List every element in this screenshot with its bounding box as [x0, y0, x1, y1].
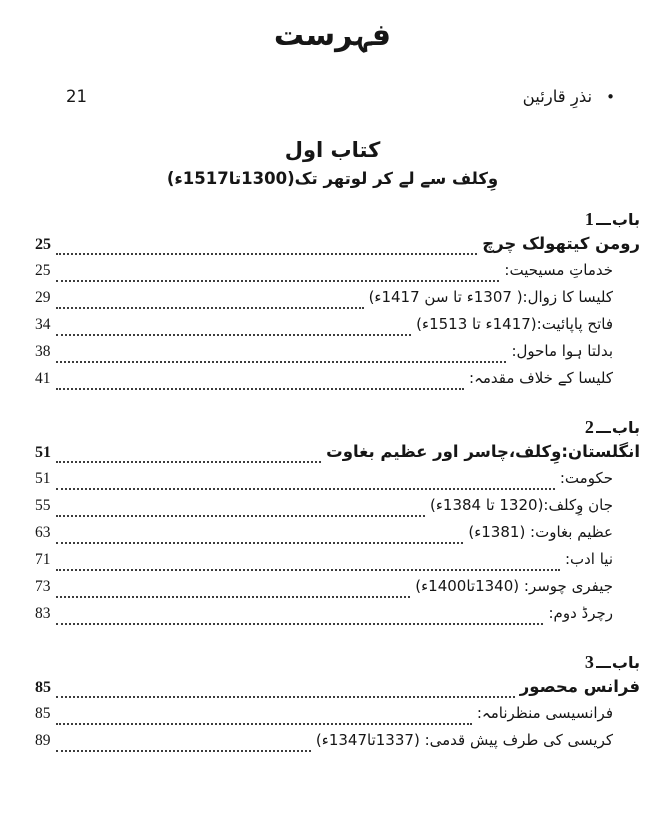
bab-number: 1	[584, 208, 594, 229]
toc-entry-row	[35, 604, 640, 631]
toc-entry-row	[35, 704, 640, 731]
toc-page-number: 25	[35, 261, 51, 279]
toc-chapter-row	[35, 677, 640, 704]
chapter-3-heading	[35, 652, 640, 677]
bab-dash	[596, 666, 611, 668]
toc-entry-title: جان وِکلف:(1320 تا 1384ء)	[430, 495, 613, 514]
toc-page-number: 51	[35, 469, 51, 487]
toc-entry-title: بدلتا ہوا ماحول:	[511, 341, 613, 360]
dot-leader	[56, 623, 544, 625]
toc-chapter-title: رومن کیتھولک چرچ	[482, 233, 640, 253]
dot-leader	[56, 596, 411, 598]
bab-dash	[596, 431, 611, 433]
chapter-section-2	[35, 417, 640, 631]
dot-leader	[56, 307, 364, 309]
dot-leader	[56, 461, 321, 463]
toc-entry-row	[35, 577, 640, 604]
toc-page-number: 55	[35, 496, 51, 514]
book-title: کتاب اول	[284, 137, 381, 162]
toc-entry-title: کلیسا کے خلاف مقدمہ:	[469, 368, 613, 387]
toc-entry-row	[35, 469, 640, 496]
bab-label: باب	[611, 417, 640, 437]
bullet-icon: •	[606, 87, 615, 106]
dot-leader	[56, 750, 311, 752]
toc-entry-row	[35, 261, 640, 288]
chapter-1-heading	[35, 209, 640, 234]
book-heading	[0, 138, 665, 188]
chapter-2-heading	[35, 417, 640, 442]
toc-page-number: 83	[35, 604, 51, 622]
toc-page-number: 51	[35, 443, 51, 461]
toc-entry-title: جیفری چوسر: (1340تا1400ء)	[415, 576, 613, 595]
toc-page-number: 85	[35, 678, 51, 696]
dot-leader	[56, 334, 412, 336]
dot-leader	[56, 388, 465, 390]
toc-page-number: 34	[35, 315, 51, 333]
toc-page-number: 89	[35, 731, 51, 749]
toc-entry-row	[35, 550, 640, 577]
toc-page-number: 85	[35, 704, 51, 722]
chapter-section-1	[35, 209, 640, 396]
bab-number: 3	[584, 651, 594, 672]
toc-entry-title: رچرڈ دوم:	[548, 603, 613, 622]
dot-leader	[56, 488, 555, 490]
front-matter-label: نذرِ قارئین	[522, 86, 593, 106]
toc-page-number: 29	[35, 288, 51, 306]
dot-leader	[56, 280, 500, 282]
dot-leader	[56, 361, 507, 363]
toc-entry-row	[35, 369, 640, 396]
toc-page-number: 41	[35, 369, 51, 387]
toc-page-number: 38	[35, 342, 51, 360]
toc-entry-row	[35, 288, 640, 315]
toc-entry-title: کلیسا کا زوال:( 1307ء تا سن 1417ء)	[368, 287, 613, 306]
toc-page-number: 73	[35, 577, 51, 595]
toc-page-number: 63	[35, 523, 51, 541]
toc-entry-row	[35, 342, 640, 369]
toc-entry-title: نیا ادب:	[564, 549, 613, 568]
toc-entry-title: عظیم بغاوت: (1381ء)	[468, 522, 613, 541]
bab-dash	[596, 223, 611, 225]
front-matter-row	[66, 87, 615, 106]
toc-entry-title: کریسی کی طرف پیش قدمی: (1337تا1347ء)	[315, 730, 613, 749]
dot-leader	[56, 515, 426, 517]
toc-entry-title: حکومت:	[559, 468, 613, 487]
dot-leader	[56, 569, 560, 571]
toc-chapter-title: انگلستان:وِکلف،چاسر اور عظیم بغاوت	[326, 441, 640, 461]
toc-entry-title: فاتح پاپائیت:(1417ء تا 1513ء)	[416, 314, 613, 333]
chapter-section-3	[35, 652, 640, 758]
toc-chapter-row	[35, 442, 640, 469]
dot-leader	[56, 723, 472, 725]
dot-leader	[56, 696, 515, 698]
toc-entry-row	[35, 731, 640, 758]
dot-leader	[56, 253, 477, 255]
toc-entry-row	[35, 496, 640, 523]
toc-page-number: 71	[35, 550, 51, 568]
toc-entry-row	[35, 315, 640, 342]
front-matter-page-number: 21	[66, 86, 87, 106]
toc-chapter-row	[35, 234, 640, 261]
toc-page-number: 25	[35, 235, 51, 253]
toc-entry-title: فرانسیسی منظرنامہ:	[476, 703, 613, 722]
toc-entry-row	[35, 523, 640, 550]
bab-number: 2	[584, 416, 594, 437]
toc-chapter-title: فرانس محصور	[519, 676, 640, 696]
page-title: فہرست	[273, 18, 392, 53]
toc-entry-title: خدماتِ مسیحیت:	[504, 260, 613, 279]
bab-label: باب	[611, 209, 640, 229]
bab-label: باب	[611, 652, 640, 672]
dot-leader	[56, 542, 464, 544]
book-subtitle: وِکلف سے لے کر لوتھر تک(1300تا1517ء)	[166, 168, 499, 188]
